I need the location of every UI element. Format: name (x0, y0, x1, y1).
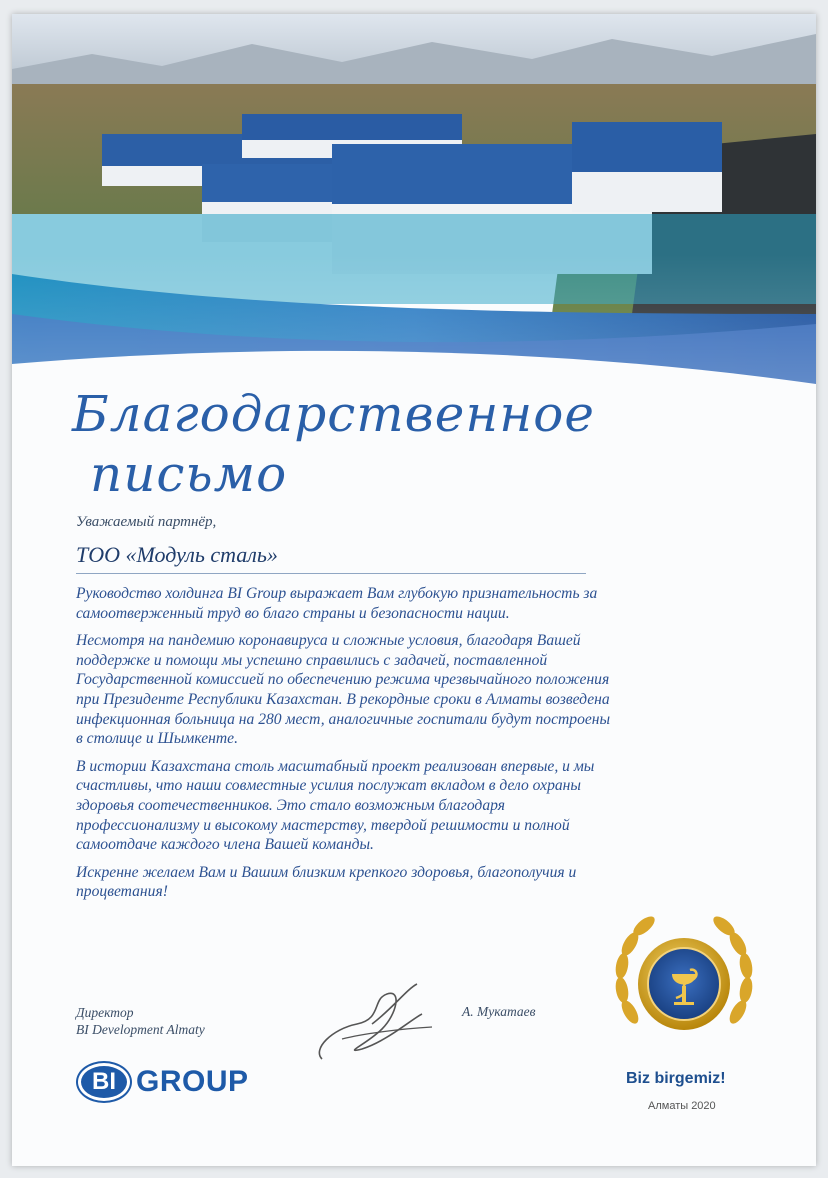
signatory-block (76, 1004, 205, 1038)
recipient-company: ТОО «Модуль сталь» (76, 542, 278, 567)
letter-title (72, 384, 595, 504)
paragraph-3: В истории Казахстана столь масштабный проект реализован впервые, и мы счастливы, что наши совместные усилия послужат вкладом в дело охраны здоровья соотечественников. Это стало возможным благодаря профессионализму и высокому мастерству, твердой решимости и полной самоотдаче каждого члена Вашей команды. (76, 757, 595, 854)
letter-body (76, 584, 616, 910)
greeting: Уважаемый партнёр, (76, 514, 217, 530)
paragraph-4: Искренне желаем Вам и Вашим близким крепкого здоровья, благополучия и процветания! (76, 863, 577, 901)
recipient-underline (76, 573, 586, 574)
hospital-photo (12, 14, 816, 384)
bi-group-logo (78, 1062, 249, 1102)
slogan: Biz birgemiz! (626, 1070, 726, 1087)
letter-page (12, 14, 816, 1166)
signatory-name: А. Мукатаев (462, 1004, 536, 1019)
logo-group-text: GROUP (136, 1065, 249, 1098)
paragraph-2: Несмотря на пандемию коронавируса и сложные условия, благодаря Вашей поддержке и помощи мы успешно справились с задачей, поставленной Государственной комиссией по обеспечению режима чрезвычайного положения при Президенте Республики Казахстан. В рекордные сроки в Алматы возведена инфекционная больница на 280 мест, аналогичные госпитали будут построены в столице и Шымкенте. (76, 632, 611, 748)
city-year: Алматы 2020 (648, 1100, 716, 1112)
title-line-1: Благодарственное (72, 385, 595, 443)
logo-bi-mark: BI (78, 1063, 130, 1101)
laurel-medical-emblem-icon (604, 902, 764, 1062)
signatory-title: Директор (76, 1005, 134, 1020)
paragraph-1: Руководство холдинга BI Group выражает Вам глубокую признательность за самоотверженный труд во благо страны и безопасности нации. (76, 585, 598, 622)
signatory-org: BI Development Almaty (76, 1022, 205, 1037)
handwritten-signature (302, 979, 452, 1069)
title-line-2: письмо (90, 445, 288, 503)
